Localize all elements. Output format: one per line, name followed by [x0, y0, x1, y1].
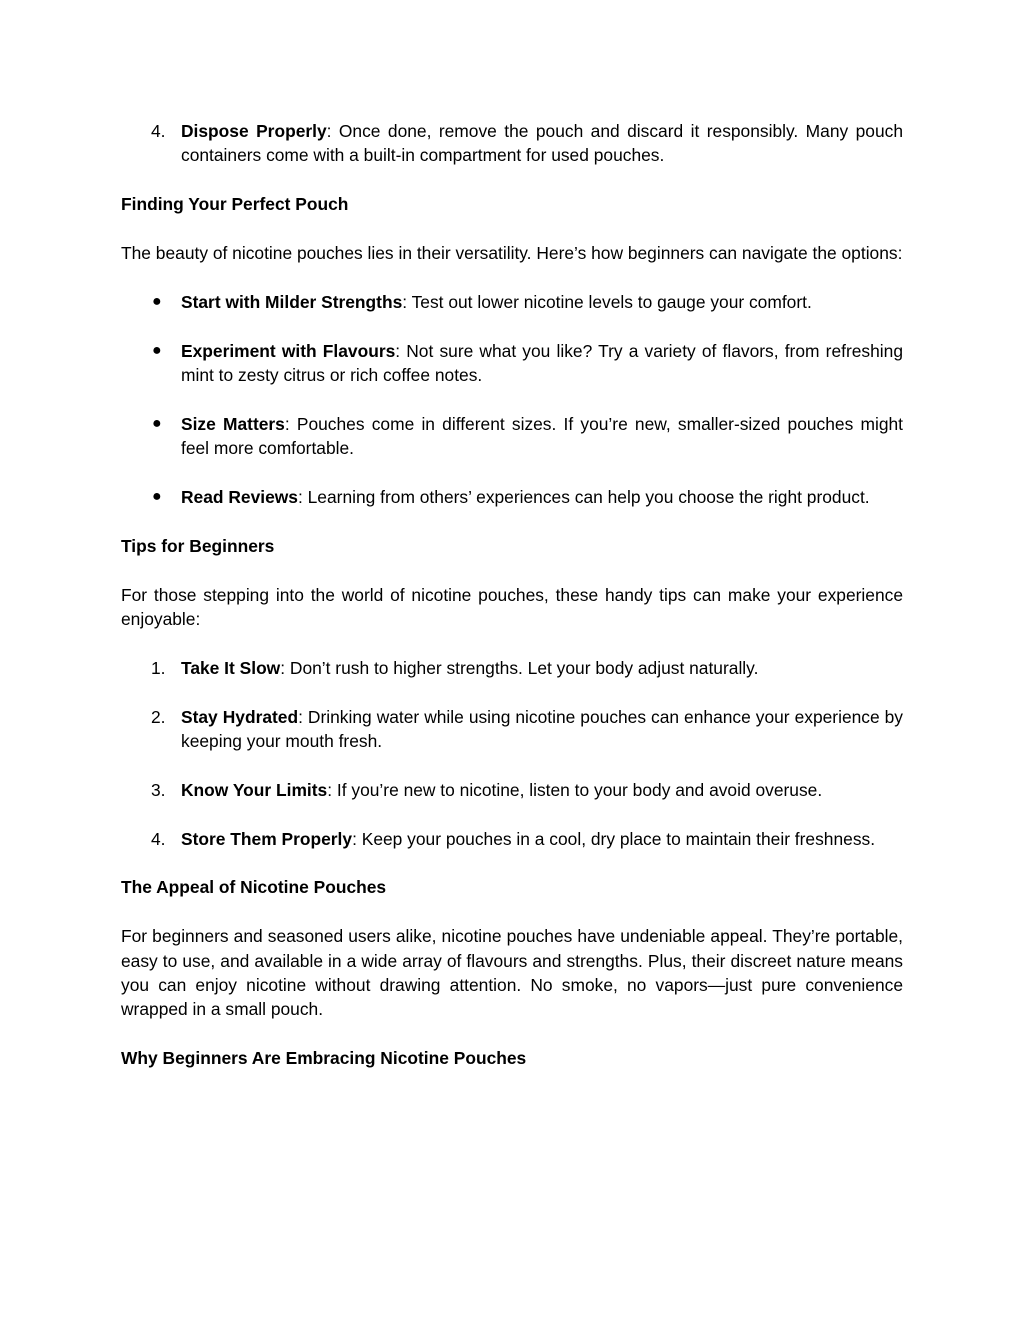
bullet-item-size-matters — [121, 412, 903, 461]
bullet-item-title: Start with Milder Strengths — [181, 291, 403, 312]
bullet-icon: ● — [152, 414, 162, 432]
list-number: 1. — [151, 657, 166, 678]
bullet-item-text: : Not sure what you like? Try a variety of flavors, from refreshing mint to zesty citrus or rich coffee notes. — [181, 340, 903, 385]
section-heading-appeal: The Appeal of Nicotine Pouches — [121, 877, 387, 898]
list-item-title: Take It Slow — [181, 657, 281, 678]
list-item-dispose-properly — [121, 119, 903, 168]
bullet-icon: ● — [152, 292, 162, 310]
bullet-item-experiment-flavours — [121, 339, 903, 388]
list-item-stay-hydrated — [121, 705, 903, 754]
bullet-item-title: Experiment with Flavours — [181, 340, 396, 361]
section-heading-tips: Tips for Beginners — [121, 535, 275, 556]
list-item-text: : If you’re new to nicotine, listen to your body and avoid overuse. — [327, 779, 823, 800]
bullet-item-title: Size Matters — [181, 413, 285, 434]
list-item-text: : Once done, remove the pouch and discard it responsibly. Many pouch containers come with a built-in compartment for used pouches. — [181, 121, 903, 166]
bullet-item-text: : Test out lower nicotine levels to gauge your comfort. — [402, 291, 812, 312]
section-heading-why: Why Beginners Are Embracing Nicotine Pouches — [121, 1048, 527, 1069]
list-item-title: Know Your Limits — [181, 779, 328, 800]
list-number: 3. — [151, 779, 166, 800]
bullet-icon: ● — [152, 488, 162, 505]
list-number: 4. — [151, 121, 166, 141]
bullet-item-text: : Learning from others’ experiences can help you choose the right product. — [297, 487, 870, 507]
tips-intro-paragraph: For those stepping into the world of nicotine pouches, these handy tips can make your experience enjoyable: — [121, 584, 903, 629]
list-item-store-them-properly — [121, 827, 903, 851]
list-number: 2. — [151, 706, 166, 727]
section-heading-finding: Finding Your Perfect Pouch — [121, 194, 349, 215]
list-item-title: Dispose Properly — [181, 121, 327, 141]
list-item-text: : Keep your pouches in a cool, dry place to maintain their freshness. — [352, 828, 876, 849]
bullet-icon: ● — [152, 341, 162, 359]
appeal-paragraph: For beginners and seasoned users alike, nicotine pouches have undeniable appeal. They’re portable, easy to use, and available in a wide array of flavours and strengths. Plus, their discreet nature means you can enjoy nicotine without drawing attention. No smoke, no vapors—just pure convenience wrapped in a small pouch. — [121, 926, 903, 1020]
document-page — [121, 119, 903, 1071]
list-item-title: Store Them Properly — [181, 828, 353, 849]
list-item-title: Stay Hydrated — [181, 706, 299, 727]
list-item-text: : Don’t rush to higher strengths. Let your body adjust naturally. — [280, 657, 759, 678]
finding-intro-paragraph: The beauty of nicotine pouches lies in their versatility. Here’s how beginners can navigate the options: — [121, 243, 903, 263]
list-number: 4. — [151, 828, 166, 849]
bullet-item-text: : Pouches come in different sizes. If you’re new, smaller-sized pouches might feel more comfortable. — [181, 413, 903, 459]
bullet-item-title: Read Reviews — [181, 487, 298, 507]
list-item-know-your-limits — [121, 778, 903, 802]
list-item-take-it-slow — [121, 656, 903, 680]
bullet-item-read-reviews — [121, 485, 903, 509]
bullet-item-milder-strengths — [121, 290, 903, 314]
list-item-text: : Drinking water while using nicotine pouches can enhance your experience by keeping your mouth fresh. — [181, 706, 904, 751]
